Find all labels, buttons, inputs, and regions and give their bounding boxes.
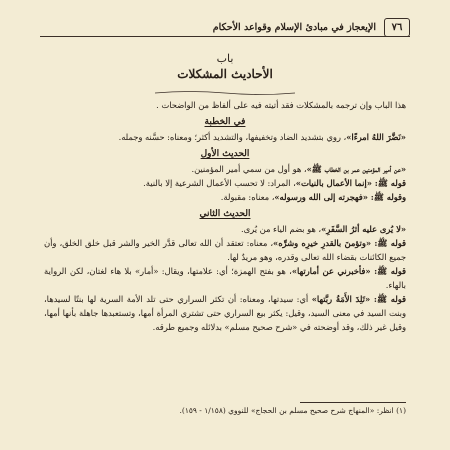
- section-heading: في الخطبة: [204, 117, 246, 127]
- chapter-heading: [0, 52, 450, 100]
- quoted-phrase: «لا يُرى عليه أثرُ السَّفَرِ»: [321, 224, 406, 234]
- quoted-phrase: «نَضَّرَ اللهُ امرءًا»: [346, 132, 406, 142]
- running-title: الإيعجاز في مبادئ الإسلام وقواعد الأحكام: [212, 21, 376, 33]
- explanation-text: ، المراد: لا تحسب الأعمال الشرعية إلا بالنية.: [143, 178, 296, 188]
- chapter-label: باب: [216, 52, 234, 65]
- hadith-paragraph: [44, 292, 406, 334]
- hadith-paragraph: [44, 162, 406, 176]
- quoted-phrase: قوله ﷺ: «إنما الأعمال بالنيات»: [295, 178, 406, 188]
- explanation-text: أي: سيدتها، ومعناه: أن تكثر السراري حتى تلد الأمة السرية لها بنتًا لسيدها، وبنت السيد في معنى السيد، وقيل: يكثر بيع السراري حتى تشتري المرأة أمها، وتستعبدها جاهلة بأنها أمها، وقيل غير ذلك، وقد أوضحته في «شرح صحيح مسلم» بدلائله وجميع طرقه.: [44, 294, 406, 332]
- section-heading: الحديث الأول: [200, 149, 250, 159]
- explanation-text: ، هو بفتح الهمزة؛ أي: علامتها، ويقال: «أمار» بلا هاء لغتان، لكن الرواية بالهاء.: [44, 266, 406, 290]
- section-heading: الحديث الثاني: [199, 209, 251, 219]
- quoted-phrase: قوله ﷺ: «وتؤمنَ بالقدرِ خيرِه وشرِّه»: [273, 238, 406, 248]
- hadith-paragraph: [44, 236, 406, 264]
- quoted-phrase: قوله ﷺ: «فأخبرني عن أمارتها»: [291, 266, 406, 276]
- footnote: (١) انظر: «المنهاج شرح صحيح مسلم بن الحجاج» للنووي (١/١٥٨ - ١٥٩).: [179, 406, 406, 415]
- footnote-rule: [300, 402, 406, 403]
- chapter-title: الأحاديث المشكلات: [177, 67, 273, 81]
- page-number: ٧٦: [384, 18, 410, 37]
- explanation-text: ، روي بتشديد الضاد وتخفيفها، والتشديد أكثر؛ ومعناه: حسَّنه وجمله.: [118, 132, 347, 142]
- ornament-divider: [150, 90, 300, 96]
- explanation-text: ، معناه: تعتقد أن الله تعالى قدَّر الخير والشر قبل خلق الخلق، وأن جميع الكائنات بقضاء الله تعالى وقدره، وهو مريدٌ لها.: [44, 238, 406, 262]
- hadith-paragraph: [44, 130, 406, 144]
- explanation-text: ، معناه: مقبولة.: [220, 192, 275, 202]
- hadith-paragraph: [44, 222, 406, 236]
- quoted-phrase: «عن أمير المؤمنين عمر بن الخطاب ﷺ»: [306, 164, 406, 174]
- intro-paragraph: هذا الباب وإن ترجمه بالمشكلات فقد أتيته فيه على ألفاظ من الواضحات .: [156, 100, 406, 110]
- hadith-paragraph: [44, 264, 406, 292]
- explanation-text: ، هو أول من سمي أمير المؤمنين.: [191, 164, 307, 174]
- page-header: [40, 17, 410, 37]
- quoted-phrase: قوله ﷺ: «تَلِدَ الأَمَةُ ربَّتها»: [311, 294, 406, 304]
- quoted-phrase: وقوله ﷺ: «فهجرته إلى الله ورسوله»: [274, 192, 406, 202]
- explanation-text: ، هو بضم الياء من يُرى.: [241, 224, 322, 234]
- hadith-paragraph: [44, 190, 406, 204]
- header-rule: [40, 36, 410, 37]
- hadith-paragraph: [44, 176, 406, 190]
- page-body: [44, 98, 406, 334]
- sections-container: [44, 115, 406, 334]
